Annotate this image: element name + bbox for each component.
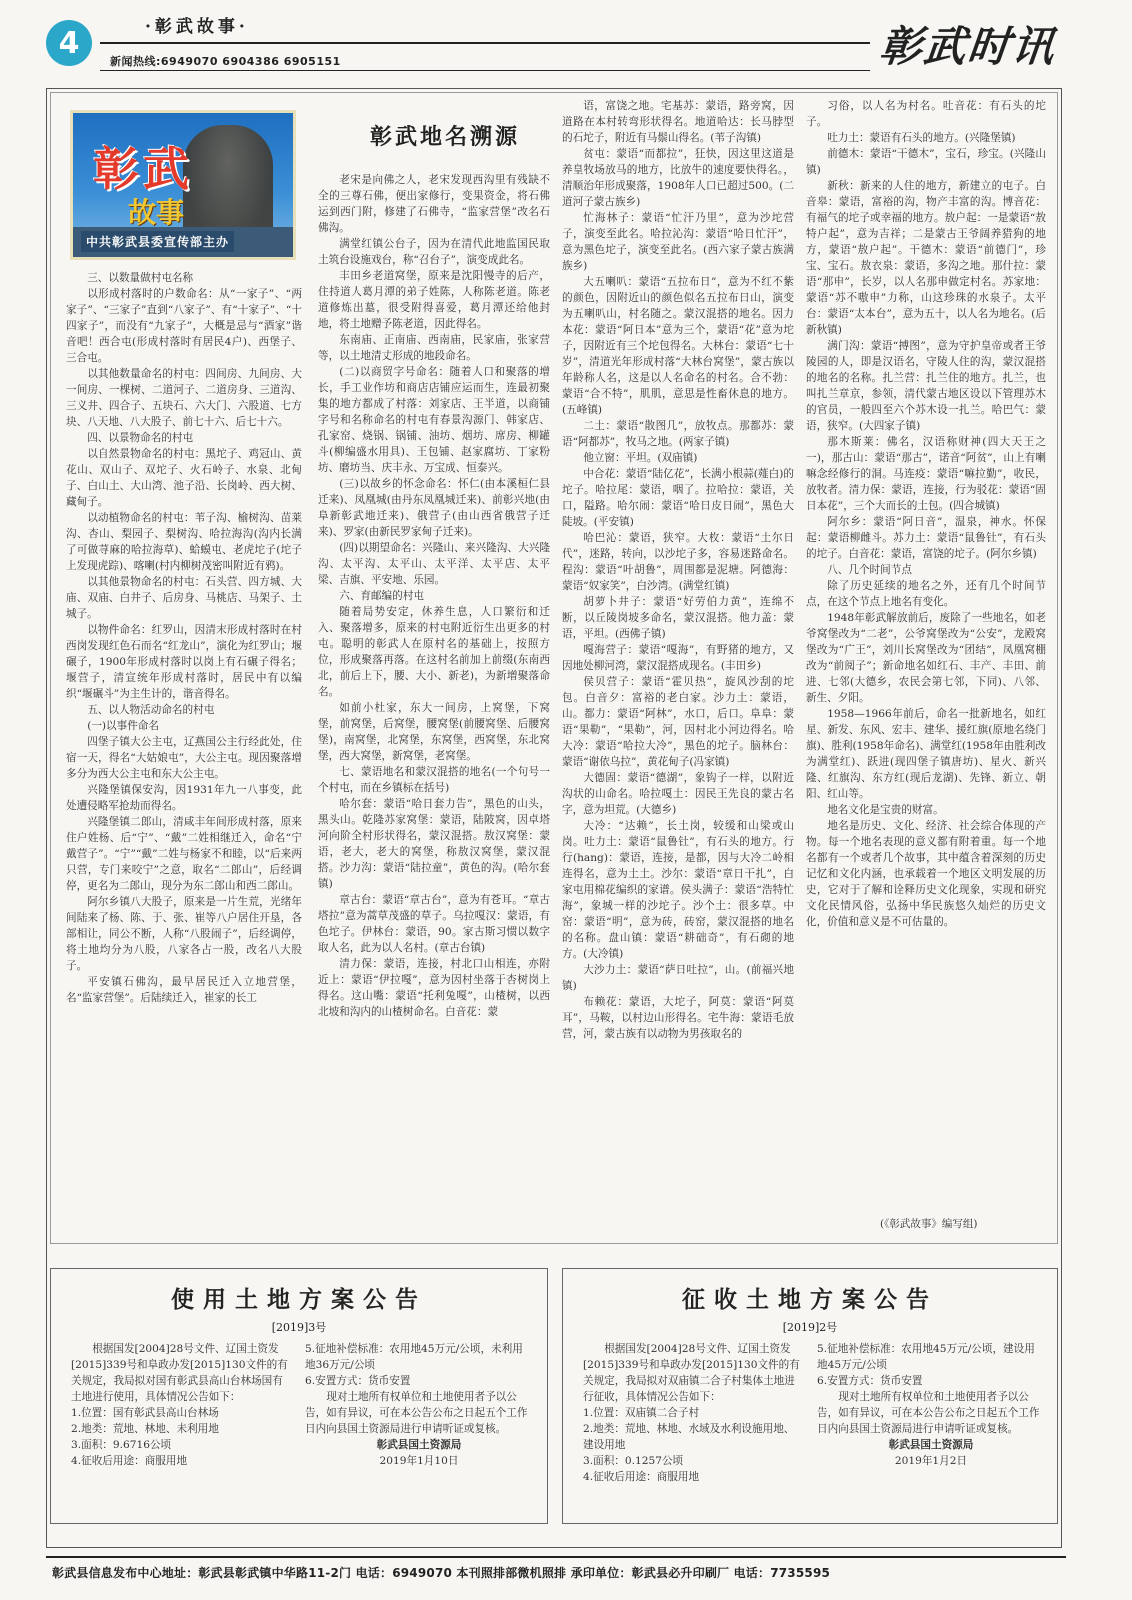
article-column-1 — [66, 270, 302, 1235]
section-title: ·彰武故事· — [145, 17, 249, 37]
banner-credit: 中共彰武县委宣传部主办 — [81, 231, 234, 252]
article-paragraph: 八、几个时间节点 — [827, 564, 912, 576]
article-paragraph: 1958—1966年前后，命名一批新地名，如红星、新发、东风、宏丰、建华、援红旗(原地名绕门旗)、胜利(1958年命名)、满堂红(1958年由胜利改为满堂红)、跃进(现四堡子镇唐坊)、星火、新兴隆、红旗沟、东方红(现后龙湖)、先锋、新立、朝阳、红山等。 — [806, 708, 1046, 800]
notice-item: 6.安置方式：货币安置 — [305, 1375, 411, 1387]
article-paragraph: 以自然景物命名的村屯：黑坨子、鸡冠山、黄花山、双山子、双坨子、火石岭子、水泉、北甸子、白山土、大山湾、池子沿、长岗岭、西大树、藏甸子。 — [66, 448, 302, 508]
notice-closing: 现对土地所有权单位和土地使用者予以公告，如有异议，可在本公告公布之日起五个工作日内向县国土资源局进行申请听证或复核。 — [817, 1391, 1040, 1435]
notice-title: 使用土地方案公告 — [171, 1286, 427, 1313]
article-paragraph: 哈巴沁：蒙语，狭窄。大枚：蒙语“土尔日代”，迷路，转向，以沙坨子多，容易迷路命名。程沟：蒙语“叶胡鲁”，周围都是泥塘。阿德海：蒙语“奴家笑”，白沙湾。(满堂红镇) — [562, 532, 794, 592]
article-paragraph: 三、以数量做村屯名称 — [87, 272, 194, 284]
article-paragraph: 四堡子镇大公主屯，辽燕国公主行经此处，住宿一天，得名“大姑娘屯”，大公主屯。现因聚落增多分为西大公主屯和东大公主屯。 — [66, 736, 302, 780]
notice-body-left — [71, 1341, 291, 1469]
article-column-3 — [562, 98, 794, 1235]
notice-intro: 根据国发[2004]28号文件、辽国土资发[2015]339号和阜政办发[2015]130文件的有关规定，我局拟对国有彰武县高山台林场国有土地进行使用，具体情况公告如下： — [71, 1343, 288, 1403]
article-paragraph: 二土：蒙语“散图几”，放牧点。那都苏：蒙语“阿都苏”，牧马之地。(两家子镇) — [562, 420, 794, 448]
article-title: 彰武地名溯源 — [370, 124, 521, 150]
article-paragraph: (二)以商贸字号命名：随着人口和聚落的增长，手工业作坊和商店店铺应运而生，连最初聚集的地方都成了村落：刘家店、王半道，以商铺字号和名称命名的村屯有春景沟源门、韩家店、孔家窑、烧锅、锅铺、油坊、烟坊、席房、柳罐斗(柳编盛水用具)、王包铺、赵家腐坊、丁家粉坊、磨坊当、庆丰永、万宝成、恒泰兴。 — [318, 366, 550, 474]
footer-divider — [46, 1556, 1066, 1558]
notice-item: 3.面积：0.1257公顷 — [583, 1455, 684, 1467]
land-use-notice — [50, 1268, 548, 1524]
article-paragraph: 兴隆堡镇保安沟，因1931年九一八事变，此处遭侵略军抢劫而得名。 — [66, 784, 302, 812]
article-paragraph: (四)以期望命名：兴隆山、来兴隆沟、大兴隆沟、太平沟、太平山、太平洋、太平店、太平梁、吉旗、平安地、乐园。 — [318, 542, 550, 586]
article-column-2 — [318, 172, 550, 1235]
article-paragraph: 七、蒙语地名和蒙汉混搭的地名(一个句号一个村屯，而在乡镇标在括号) — [318, 766, 550, 794]
article-paragraph: 嘎海营子：蒙语“嘎海”，有野猪的地方，又因地处柳河湾，蒙汉混搭成现名。(丰田乡) — [562, 644, 794, 672]
article-paragraph: 大五喇叭：蒙语“五拉布日”，意为不红不紫的颜色，因附近山的颜色似名五拉布日山，演变为五喇叭山，村名随之。蒙汉混搭的地名。因力本花：蒙语“阿日本”意为三个，蒙语“花”意为坨子，因附近有三个坨包得名。大林台：蒙语“七十岁”，清道光年形成村落“大林台窝堡”，蒙古族以年龄称人名，这是以人名命名的村名。合不勃：蒙语“合不特”，肌肌，意思是性畜休息的地方。(五峰镇) — [562, 276, 794, 416]
article-paragraph: 地名是历史、文化、经济、社会综合体现的产物。每一个地名表现的意义都有附着重。每一个地名都有一个或者几个故事，其中蕴含着深刻的历史记忆和文化内涵，也承载着一个地区文明发展的历史，它对于了解和诠释历史文化现象，实现和研究文化民情风俗，弘扬中华民族悠久灿烂的历史文化，价值和意义是不可估量的。 — [806, 820, 1046, 928]
article-paragraph: 中合花：蒙语“陆亿花”，长满小根蒜(薤白)的坨子。哈拉尾：蒙语，咽了。拉哈拉：蒙语，关口，隘路。哈尔闹：蒙语“哈日皮日闹”，黑色大陡坡。(平安镇) — [562, 468, 794, 528]
article-column-4 — [806, 98, 1046, 1208]
notice-item: 6.安置方式：货币安置 — [817, 1375, 923, 1387]
article-paragraph: 平安镇石佛沟，最早居民迁入立地营堡，名“监家营堡”。后陆续迁入，崔家的长工 — [66, 976, 302, 1004]
article-paragraph: 地名文化是宝贵的财富。 — [827, 804, 944, 816]
article-paragraph: 除了历史延续的地名之外，还有几个时间节点，在这个节点上地名有变化。 — [806, 580, 1046, 608]
article-paragraph: 大冷：“达赖”，长土岗，较缓和山梁或山岗。吐力土：蒙语“鼠鲁钍”，有石头的地方。行行(hang)：蒙语，连接，是都，因与大冷二岭相连得名，意为土土。沙尔：蒙语“章日干扎”，白家屯用棉花编织的家谱。侯头满子：蒙语“浩特忙海”，象城一样的沙坨子。沙个土：很多草。中窑：蒙语“明”，意为砖，砖窑，蒙汉混搭的地名的名称。盘山镇：蒙语“耕础奇”，有石砌的地方。(大冷镇) — [562, 820, 794, 960]
article-paragraph: 以其他景物命名的村屯：石头营、四方城、大庙、双庙、白井子、后房身、马桃店、马架子、土城子。 — [66, 576, 302, 620]
article-paragraph: 他立窗：平坦。(双庙镇) — [583, 452, 698, 464]
article-paragraph: 哈尔套：蒙语“哈日套力告”，黑色的山头，黑头山。乾隆苏家窝堡：蒙语，陆陂窝，因卓塔河向阶全村形状得名，蒙汉混搭。敖汉窝堡：蒙语，老大，老大的窝堡，称敖汉窝堡，蒙汉混搭。沙力沟：蒙语“陆拉童”，黄色的沟。(哈尔套镇) — [318, 798, 550, 890]
notice-item: 5.征地补偿标准：农用地45万元/公顷，建设用地45万元/公顷 — [817, 1343, 1035, 1371]
footer-info: 彰武县信息发布中心地址：彰武县彰武镇中华路11-2门 电话：6949070 本刊照排部微机照排 承印单位：彰武县必升印刷厂 电话：7735595 — [52, 1566, 831, 1580]
article-paragraph: 清力保：蒙语，连接，村北口山相连，亦附近上：蒙语“伊拉嘎”，意为因村坐落于杏树岗上得名。这山嘴：蒙语“托利兔嘎”，山楂树，以西北坡和沟内的山楂树命名。白音花：蒙 — [318, 958, 550, 1018]
article-paragraph: 贫屯：蒙语“而都拉”，狂快，因这里这道是养皇牧场放马的地方，比放牛的速度要快得名。，清顺治年形成聚落，1908年人口已超过500。(二道河子蒙古族乡) — [562, 148, 794, 208]
land-acquisition-notice — [562, 1268, 1058, 1524]
article-paragraph: 吐力土：蒙语有石头的地方。(兴隆堡镇) — [827, 132, 1016, 144]
article-paragraph: 老宋是向佛之人，老宋发现西沟里有残缺不全的三尊石佛，便出家修行，变果资金，将石佛运到西门附，修建了石佛寺，“监家营堡”改名石佛沟。 — [318, 174, 550, 234]
article-paragraph: 四、以景物命名的村屯 — [87, 432, 194, 444]
article-paragraph: 习俗，以人名为村名。吐音花：有石头的坨子。 — [806, 100, 1046, 128]
article-paragraph: 布赖花：蒙语，大坨子，阿莫：蒙语“阿莫耳”，马鞍，以村边山形得名。宅牛海：蒙语毛放营，河，蒙古族有以动物为男孩取名的 — [562, 996, 794, 1040]
article-paragraph: 阿尔乡：蒙语“阿日音”，温泉，神水。怀保起：蒙语柳雌斗。苏力土：蒙语“鼠鲁钍”，有石头的坨子。白音花：蒙语，富饶的坨子。(阿尔乡镇) — [806, 516, 1046, 560]
article-paragraph: 1948年彰武解放前后，废除了一些地名，如老爷窝堡改为“二老”，公爷窝堡改为“公安”，龙殿窝堡改为“广王”，刘川长窝堡改为“团结”，凤凰窝棚改为“前阅子”；新命地名如红石、丰产、丰田、前进、七邻(大德乡，农民会第七邻，下同)、八邻、新生、夕阳。 — [806, 612, 1046, 704]
notice-closing: 现对土地所有权单位和土地使用者予以公告，如有异议，可在本公告公布之日起五个工作日内向县国土资源局进行申请听证或复核。 — [305, 1391, 528, 1435]
banner-title: 彰武 — [93, 142, 193, 196]
notice-intro: 根据国发[2004]28号文件、辽国土资发[2015]339号和阜政办发[2015]130文件的有关规定，我局拟对双庙镇二合子村集体土地进行征收，具体情况公告如下： — [583, 1343, 800, 1403]
article-paragraph: 兴隆堡镇二郎山，清咸丰年间形成村落，原来住户姓杨、后“宁”、“戴”二姓相继迁入，命名“宁戴营子”。“宁”“戴”二姓与杨家不和睦，以“后来两只营，专门来咬宁”之意，取名“二郎山”，后经调停，更名为二郎山，现分为东二郎山和西二郎山。 — [66, 816, 302, 892]
notice-item: 2.地类：荒地、林地、未利用地 — [71, 1423, 219, 1435]
article-paragraph: 大德固：蒙语“德湖”，象钩子一样，以附近沟状的山命名。哈拉嘎土：因民王先良的蒙古名字，意为坦荒。(大德乡) — [562, 772, 794, 816]
article-paragraph: 以形成村落时的户数命名：从“一家子”、“两家子”、“三家子”直到“八家子”、有“十家子”、“十四家子”，而没有“九家子”，大概是忌与“酒家”谐音吧！西合屯(形成村落时有居民4户)、西堡子、三合屯。 — [66, 288, 302, 364]
article-paragraph: 章古台：蒙语“章古台”，意为有苍耳。“章古塔拉”意为蒿草茂盛的草子。乌拉嘎汉：蒙语，有色坨子。伊林台：蒙语，90。家古斯习惯以数字取人名，此为以人名村。(章古台镇) — [318, 894, 550, 954]
article-paragraph: 侯贝营子：蒙语“霍贝热”，旋风沙刮的坨包。白音夕：富裕的老白家。沙力土：蒙语，山。都力：蒙语“阿林”，水口，后口。阜阜：蒙语“果勒”，“果勒”，河，因村北小河边得名。哈大冷：蒙语“哈拉大冷”，黑色的坨子。脑林台：蒙语“谢依乌拉”，黄花甸子(冯家镇) — [562, 676, 794, 768]
notice-item: 4.征收后用途：商服用地 — [71, 1455, 188, 1467]
notice-item: 1.位置：双庙镇二合子村 — [583, 1407, 700, 1419]
article-signature: (《彰武故事》编写组) — [880, 1218, 978, 1230]
article-paragraph: 六、育邮编的村屯 — [339, 590, 424, 602]
notice-issuer: 彰武县国土资源局 — [376, 1439, 462, 1451]
article-paragraph: 胡萝卜井子：蒙语“好劳伯力黄”，连绵不断，以丘陵岗坡多命名，蒙汉混搭。他力盖：蒙语，平坦。(西佛子镇) — [562, 596, 794, 640]
article-paragraph: 语，富饶之地。宅基苏：蒙语，路旁窝，因道路在本村转弯形状得名。地道哈达：长马脖型的石坨子，附近有马鬃山得名。(苇子沟镇) — [562, 100, 794, 144]
article-paragraph: (三)以故乡的怀念命名：怀仁(由本溪桓仁县迁来)、凤凰城(由丹东凤凰城迁来)、前彰兴地(由阜新彰武地迁来)、俄营子(由山西省俄营子迁来)、罗家(由新民罗家甸子迁来)。 — [318, 478, 550, 538]
article-paragraph: 忙海林子：蒙语“忙汗乃里”，意为沙坨营子，演变至此名。哈拉沁沟：蒙语“哈日忙汗”，意为黑色坨子，演变至此名。(西六家子蒙古族满族乡) — [562, 212, 794, 272]
banner-subtitle: 故事 — [128, 196, 185, 229]
article-paragraph: 满门沟：蒙语“搏图”，意为守护皇帝或者王爷陵园的人，即是汉语名，守陵人住的沟，蒙汉混搭的地名的名称。扎兰营：扎兰住的地方。扎兰，也叫扎兰章京，参领，清代蒙古地区设以下管理苏木的官员，一般四至六个苏木设一扎兰。哈巴气：蒙语，狭窄。(大四家子镇) — [806, 340, 1046, 432]
notice-body-left — [583, 1341, 803, 1485]
notice-item: 5.征地补偿标准：农用地45万元/公顷，未利用地36万元/公顷 — [305, 1343, 523, 1371]
article-paragraph: 大沙力土：蒙语“萨日吐拉”，山。(前福兴地镇) — [562, 964, 794, 992]
article-paragraph: 东南庙、正南庙、西南庙，民家庙，张家营等，以土地清丈形成的地段命名。 — [318, 334, 550, 362]
notice-item: 4.征收后用途：商服用地 — [583, 1471, 700, 1483]
notice-item: 3.面积：9.6716公顷 — [71, 1439, 172, 1451]
notice-number: [2019]3号 — [271, 1321, 327, 1334]
article-paragraph: (一)以事件命名 — [87, 720, 160, 732]
notice-title: 征收土地方案公告 — [682, 1286, 938, 1313]
notice-date: 2019年1月2日 — [894, 1455, 968, 1467]
notice-item: 1.位置：国有彰武县高山台林场 — [71, 1407, 219, 1419]
header-divider — [100, 42, 870, 44]
article-paragraph: 如前小杜家，东大一间房，上窝堡，下窝堡，前窝堡，后窝堡，腰窝堡(前腰窝堡、后腰窝堡)，南窝堡，北窝堡，东窝堡，西窝堡，东北窝堡，西大窝堡，新窝堡，老窝堡。 — [318, 702, 550, 762]
notice-issuer: 彰武县国土资源局 — [888, 1439, 974, 1451]
article-paragraph: 丰田乡老道窝堡，原来是沈阳慢寺的后产，住持道人葛月潭的弟子姓陈，人称陈老道。陈老道修炼出墓，很受附得喜爱，葛月潭还给他封地，将土地赠予陈老道，因此得名。 — [318, 270, 550, 330]
notice-item: 2.地类：荒地、林地、水域及水利设施用地、建设用地 — [583, 1423, 795, 1451]
article-paragraph: 满堂红镇公台子，因为在清代此地监国民取土筑台设施戏台，称“召台子”，演变成此名。 — [318, 238, 550, 266]
article-paragraph: 那木斯莱：佛名，汉语称财神(四大天王之一)，那古山：蒙语“那古”，诺音“阿贫”，山上有喇嘛念经修行的洞。马连疫：蒙语“嘛拉勤”，收民，放牧者。清力保：蒙语，连接，行为驳花：蒙语“固日本花”，三个大而长的土包。(四合城镇) — [806, 436, 1046, 512]
article-paragraph: 以动植物命名的村屯：苇子沟、榆树沟、苗莱沟、杏山、梨园子、梨树沟、哈拉海沟(沟内长满了可做荨麻的哈拉海草)、蛤蟆屯、老虎坨子(坨子上发现虎踪)、喀喇(村内柳树茂密叫附近有鸦)。 — [66, 512, 302, 572]
notice-body-right — [817, 1341, 1045, 1469]
article-paragraph: 新秋：新来的人住的地方，新建立的屯子。白音皋：蒙语，富裕的沟，物产丰富的沟。博音花：有福气的坨子或幸福的地方。敖户起：一是蒙语“敖特户起”，意为吉祥；二是蒙古王爷阔养猎狗的地方，蒙语“敖户起”。干德木：蒙语“前德门”，珍宝、宝石。敖衣泉：蒙语，多沟之地。那什拉：蒙语“那申”，长岁，以人名那申做定村名。苏家地：蒙语“苏不嗷申”力称，山这珍珠的水泉子。太平台：蒙语“太本台”，意为五十，以人名为地名。(后新秋镇) — [806, 180, 1046, 336]
newspaper-logo: 彰武时讯 — [877, 22, 1059, 71]
notice-number: [2019]2号 — [782, 1321, 838, 1334]
header-divider-lower — [100, 70, 870, 71]
column-banner — [70, 110, 296, 260]
page-number: 4 — [46, 20, 92, 66]
article-paragraph: 以物件命名：红罗山，因清末形成村落时在村西岗发现红色石而名“红龙山”，演化为红罗山；堰碾子，1900年形成村落时以岗上有石碾子得名；堰营子，清宣统年形成村落时，居民中有以编织“堰碾斗”为主生计的，谐音得名。 — [66, 624, 302, 700]
article-paragraph: 前德木：蒙语“干德木”，宝石，珍宝。(兴隆山镇) — [806, 148, 1046, 176]
article-paragraph: 随着局势安定，休养生息，人口繁衍和迁入、聚落增多，原来的村屯附近衍生出更多的村屯。聪明的彰武人在原村名的基础上，按照方位，形成聚落再落。在这村名前加上前缀(东南西北，前后上下，腰、大小、新老)，为新增聚落命名。 — [318, 606, 550, 698]
notice-body-right — [305, 1341, 533, 1469]
article-paragraph: 五、以人物活动命名的村屯 — [87, 704, 215, 716]
notice-date: 2019年1月10日 — [379, 1455, 459, 1467]
article-paragraph: 以其他数量命名的村屯：四间房、九间房、大一间房、一棵树、二道河子、二道房身、三道沟、三义井、四合子、五块石、六大门、六股道、七方块、八天地、八大股子、前七十六、后七十六。 — [66, 368, 302, 428]
news-hotline: 新闻热线:6949070 6904386 6905151 — [110, 55, 341, 68]
article-paragraph: 阿尔乡镇八大股子，原来是一片生荒，光绪年间陆来了杨、陈、于、张、崔等八户居住开垦，各部相让，同公不断，人称“八股闹子”，后经调停，将土地均分为八股，八家各占一股，改名八大股子。 — [66, 896, 302, 972]
